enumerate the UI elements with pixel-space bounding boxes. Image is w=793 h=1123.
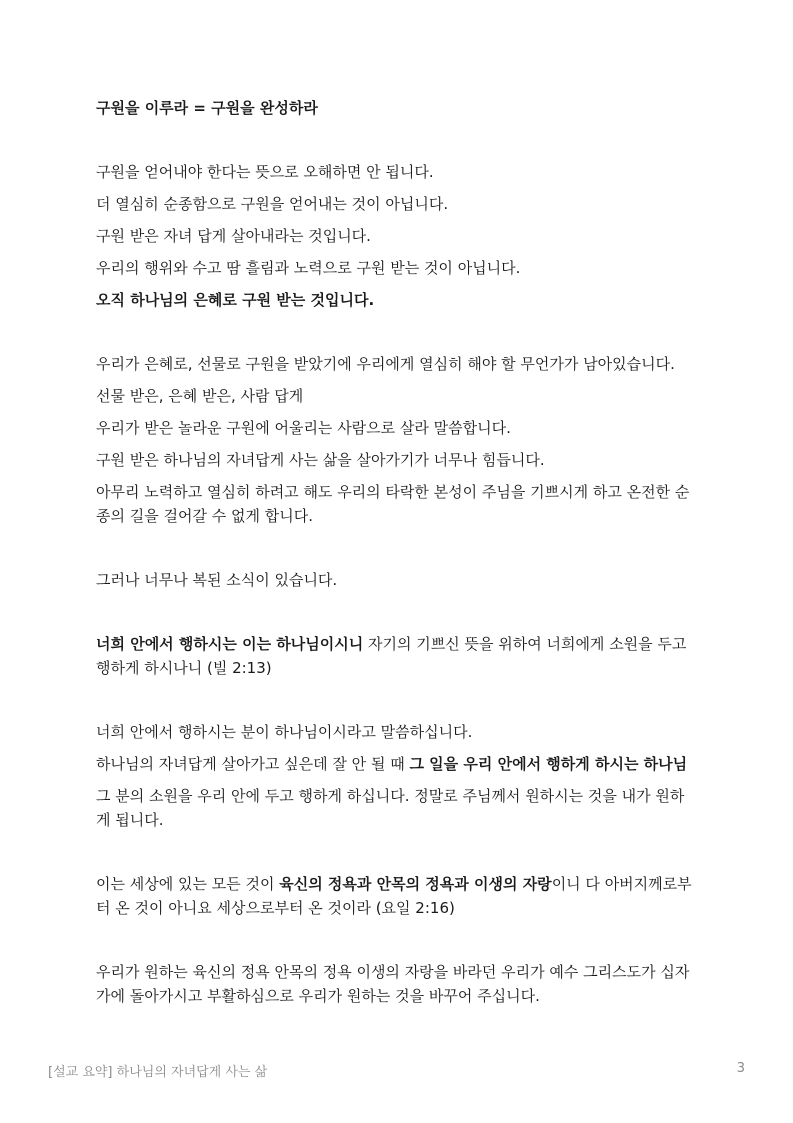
scripture-text: 이니 다 아버지께로부터 온 것이 아니요 세상으로부터 온 것이라 (요일 2:16) [96, 875, 692, 917]
scripture-text: 이는 세상에 있는 모든 것이 [96, 875, 280, 893]
paragraph: 선물 받은, 은혜 받은, 사람 답게 [96, 387, 304, 405]
paragraph: 그러나 너무나 복된 소식이 있습니다. [96, 571, 338, 589]
paragraph: 우리가 은혜로, 선물로 구원을 받았기에 우리에게 열심히 해야 할 무언가가 남아있습니다. [96, 355, 675, 373]
paragraph-text: 하나님의 자녀답게 살아가고 싶은데 잘 안 될 때 [96, 755, 410, 773]
paragraph: 구원 받은 하나님의 자녀답게 사는 삶을 살아가기가 너무나 힘듭니다. [96, 451, 545, 469]
paragraph: 구원 받은 자녀 답게 살아내라는 것입니다. [96, 227, 371, 245]
paragraph: 더 열심히 순종함으로 구원을 얻어내는 것이 아닙니다. [96, 195, 449, 213]
paragraph: 구원을 얻어내야 한다는 뜻으로 오해하면 안 됩니다. [96, 163, 434, 181]
scripture-emphasis: 육신의 정욕과 안목의 정욕과 이생의 자랑 [279, 875, 552, 893]
scripture-quote [96, 872, 696, 920]
section-heading: 구원을 이루라 = 구원을 완성하라 [96, 99, 318, 117]
scripture-quote [96, 632, 696, 680]
page-number: 3 [736, 1061, 745, 1076]
scripture-emphasis: 너희 안에서 행하시는 이는 하나님이시니 [96, 635, 364, 653]
footer-document-title: [설교 요약] 하나님의 자녀답게 사는 삶 [48, 1065, 268, 1080]
paragraph: 아무리 노력하고 열심히 하려고 해도 우리의 타락한 본성이 주님을 기쁘시게 하고 온전한 순종의 길을 걸어갈 수 없게 합니다. [96, 483, 690, 525]
page-content [96, 96, 696, 1016]
scripture-text: 자기의 기쁘신 뜻을 위하여 너희에게 소원을 두고 행하게 하시나니 (빌 2:13) [96, 635, 687, 677]
emphasis-paragraph: 오직 하나님의 은혜로 구원 받는 것입니다. [96, 291, 375, 309]
paragraph: 우리가 원하는 육신의 정욕 안목의 정욕 이생의 자랑을 바라던 우리가 예수 그리스도가 십자가에 돌아가시고 부활하심으로 우리가 원하는 것을 바꾸어 주십니다. [96, 963, 690, 1005]
paragraph: 너희 안에서 행하시는 분이 하나님이시라고 말씀하십니다. [96, 723, 473, 741]
paragraph: 우리가 받은 놀라운 구원에 어울리는 사람으로 살라 말씀합니다. [96, 419, 511, 437]
paragraph [96, 752, 696, 776]
paragraph: 그 분의 소원을 우리 안에 두고 행하게 하십니다. 정말로 주님께서 원하시는 것을 내가 원하게 됩니다. [96, 787, 685, 829]
paragraph-emphasis: 그 일을 우리 안에서 행하게 하시는 하나님 [409, 755, 688, 773]
paragraph: 우리의 행위와 수고 땀 흘림과 노력으로 구원 받는 것이 아닙니다. [96, 259, 521, 277]
